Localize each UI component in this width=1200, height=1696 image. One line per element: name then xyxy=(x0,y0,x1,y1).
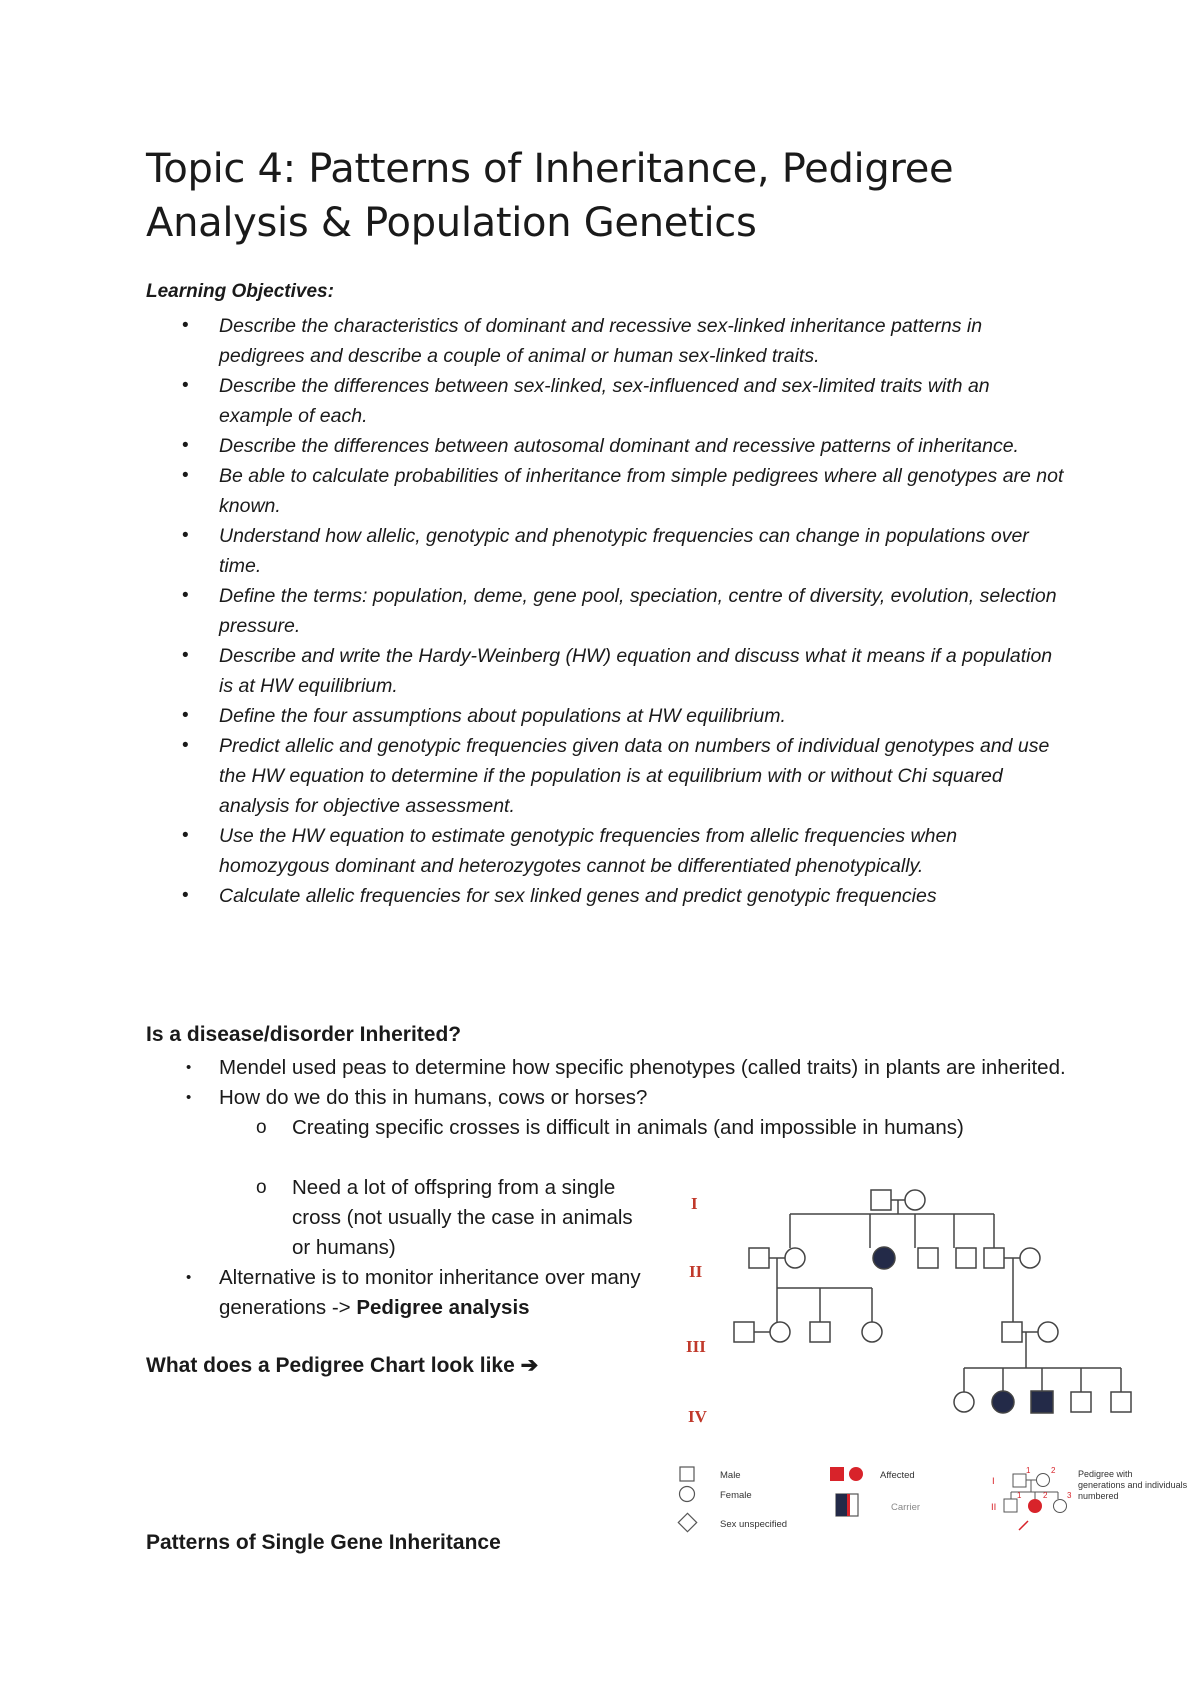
mini-number: 2 xyxy=(1043,1491,1048,1500)
male-individual xyxy=(871,1190,891,1210)
female-individual xyxy=(862,1322,882,1342)
pedigree-analysis-term: Pedigree analysis xyxy=(356,1296,530,1319)
alternative-text: Alternative is to monitor inheritance over many generations -> xyxy=(219,1266,641,1319)
diamond-legend-icon xyxy=(678,1513,696,1531)
female-individual xyxy=(1020,1248,1040,1268)
male-individual xyxy=(956,1248,976,1268)
pedigree-individuals xyxy=(734,1190,1131,1413)
pedigree-legend xyxy=(678,1466,1187,1532)
male-individual xyxy=(1071,1392,1091,1412)
female-individual xyxy=(905,1190,925,1210)
legend-label: Male xyxy=(720,1470,741,1481)
mini-female-icon xyxy=(1037,1474,1050,1487)
male-individual xyxy=(918,1248,938,1268)
list-item: • Understand how allelic, genotypic and phenotypic frequencies can change in populations over time. xyxy=(146,521,1066,581)
affected-male-individual xyxy=(1031,1391,1053,1413)
list-item: • How do we do this in humans, cows or horses? xyxy=(146,1083,1066,1113)
female-individual xyxy=(954,1392,974,1412)
note-text: Pedigree with xyxy=(1078,1469,1133,1479)
female-individual xyxy=(770,1322,790,1342)
generation-label: III xyxy=(686,1337,706,1356)
list-item: • Define the terms: population, deme, gene pool, speciation, centre of diversity, evolution, selection pressure. xyxy=(146,581,1066,641)
list-item: o Creating specific crosses is difficult in animals (and impossible in humans) xyxy=(146,1113,1066,1143)
list-item xyxy=(146,1263,656,1323)
affected-square-icon xyxy=(830,1467,844,1481)
generation-label: IV xyxy=(688,1407,707,1426)
pedigree-lines xyxy=(754,1200,1121,1392)
legend-label: Sex unspecified xyxy=(720,1519,788,1530)
mini-number: 2 xyxy=(1051,1466,1056,1475)
mini-generation-label: II xyxy=(991,1502,997,1513)
pedigree-figure xyxy=(670,1180,1190,1560)
male-individual xyxy=(810,1322,830,1342)
affected-female-individual xyxy=(873,1247,895,1269)
list-item: • Describe the differences between autosomal dominant and recessive patterns of inheritance. xyxy=(146,431,1066,461)
legend-label: Affected xyxy=(880,1470,915,1481)
note-text-line: numbered xyxy=(1078,1491,1119,1501)
list-item: • Describe and write the Hardy-Weinberg (HW) equation and discuss what it means if a population is at HW equilibrium. xyxy=(146,641,1066,701)
male-legend-icon xyxy=(680,1467,694,1481)
list-item: • Define the four assumptions about populations at HW equilibrium. xyxy=(146,701,1066,731)
affected-female-individual xyxy=(992,1391,1014,1413)
male-individual xyxy=(1002,1322,1022,1342)
male-individual xyxy=(734,1322,754,1342)
pedigree-chart-heading xyxy=(146,1353,538,1378)
patterns-heading: Patterns of Single Gene Inheritance xyxy=(146,1531,501,1554)
affected-circle-icon xyxy=(849,1467,863,1481)
legend-label: Female xyxy=(720,1490,752,1501)
list-item: • Describe the differences between sex-linked, sex-influenced and sex-limited traits with an example of each. xyxy=(146,371,1066,431)
inherited-heading: Is a disease/disorder Inherited? xyxy=(146,1023,462,1046)
list-item: • Be able to calculate probabilities of inheritance from simple pedigrees where all genotypes are not known. xyxy=(146,461,1066,521)
pedigree-chart-heading-text: What does a Pedigree Chart look like xyxy=(146,1354,515,1377)
list-item: • Predict allelic and genotypic frequencies given data on numbers of individual genotypes and use the HW equation to determine if the population is at equilibrium with or without Chi squared analysis for objective assessment. xyxy=(146,731,1066,821)
learning-objectives-list xyxy=(146,311,1066,911)
mini-male-icon xyxy=(1004,1499,1017,1512)
mini-generation-label: I xyxy=(992,1476,995,1487)
proband-arrow-icon xyxy=(1019,1521,1028,1530)
carrier-fill-stripe xyxy=(847,1494,850,1516)
page-title: Topic 4: Patterns of Inheritance, Pedigree Analysis & Population Genetics xyxy=(146,146,954,246)
female-individual xyxy=(785,1248,805,1268)
list-item: o Need a lot of offspring from a single cross (not usually the case in animals or humans) xyxy=(146,1173,656,1263)
legend-label: Carrier xyxy=(891,1502,921,1513)
mini-affected-female-icon xyxy=(1028,1499,1042,1513)
inherited-list-top xyxy=(146,1053,1066,1143)
mini-number: 3 xyxy=(1067,1491,1072,1500)
mini-male-icon xyxy=(1013,1474,1026,1487)
learning-objectives-heading: Learning Objectives: xyxy=(146,281,334,302)
list-item: • Mendel used peas to determine how specific phenotypes (called traits) in plants are inherited. xyxy=(146,1053,1066,1083)
list-item: • Use the HW equation to estimate genotypic frequencies from allelic frequencies when homozygous dominant and heterozygotes cannot be differentiated phenotypically. xyxy=(146,821,1066,881)
note-text-line: generations and individuals xyxy=(1078,1480,1188,1490)
mini-note-line xyxy=(1078,1469,1188,1501)
male-individual xyxy=(749,1248,769,1268)
female-legend-icon xyxy=(680,1487,695,1502)
list-item: • Describe the characteristics of dominant and recessive sex-linked inheritance patterns in pedigrees and describe a couple of animal or human sex-linked traits. xyxy=(146,311,1066,371)
carrier-fill-left xyxy=(836,1494,847,1516)
generation-labels xyxy=(686,1194,708,1426)
inherited-list-bottom xyxy=(146,1173,656,1323)
generation-label: I xyxy=(691,1194,698,1213)
generation-label: II xyxy=(689,1262,703,1281)
mini-number: 1 xyxy=(1017,1491,1022,1500)
mini-female-icon xyxy=(1054,1500,1067,1513)
male-individual xyxy=(984,1248,1004,1268)
right-arrow-icon: ➔ xyxy=(520,1354,539,1377)
mini-number: 1 xyxy=(1026,1466,1031,1475)
list-item: • Calculate allelic frequencies for sex linked genes and predict genotypic frequencies xyxy=(146,881,1066,911)
female-individual xyxy=(1038,1322,1058,1342)
male-individual xyxy=(1111,1392,1131,1412)
